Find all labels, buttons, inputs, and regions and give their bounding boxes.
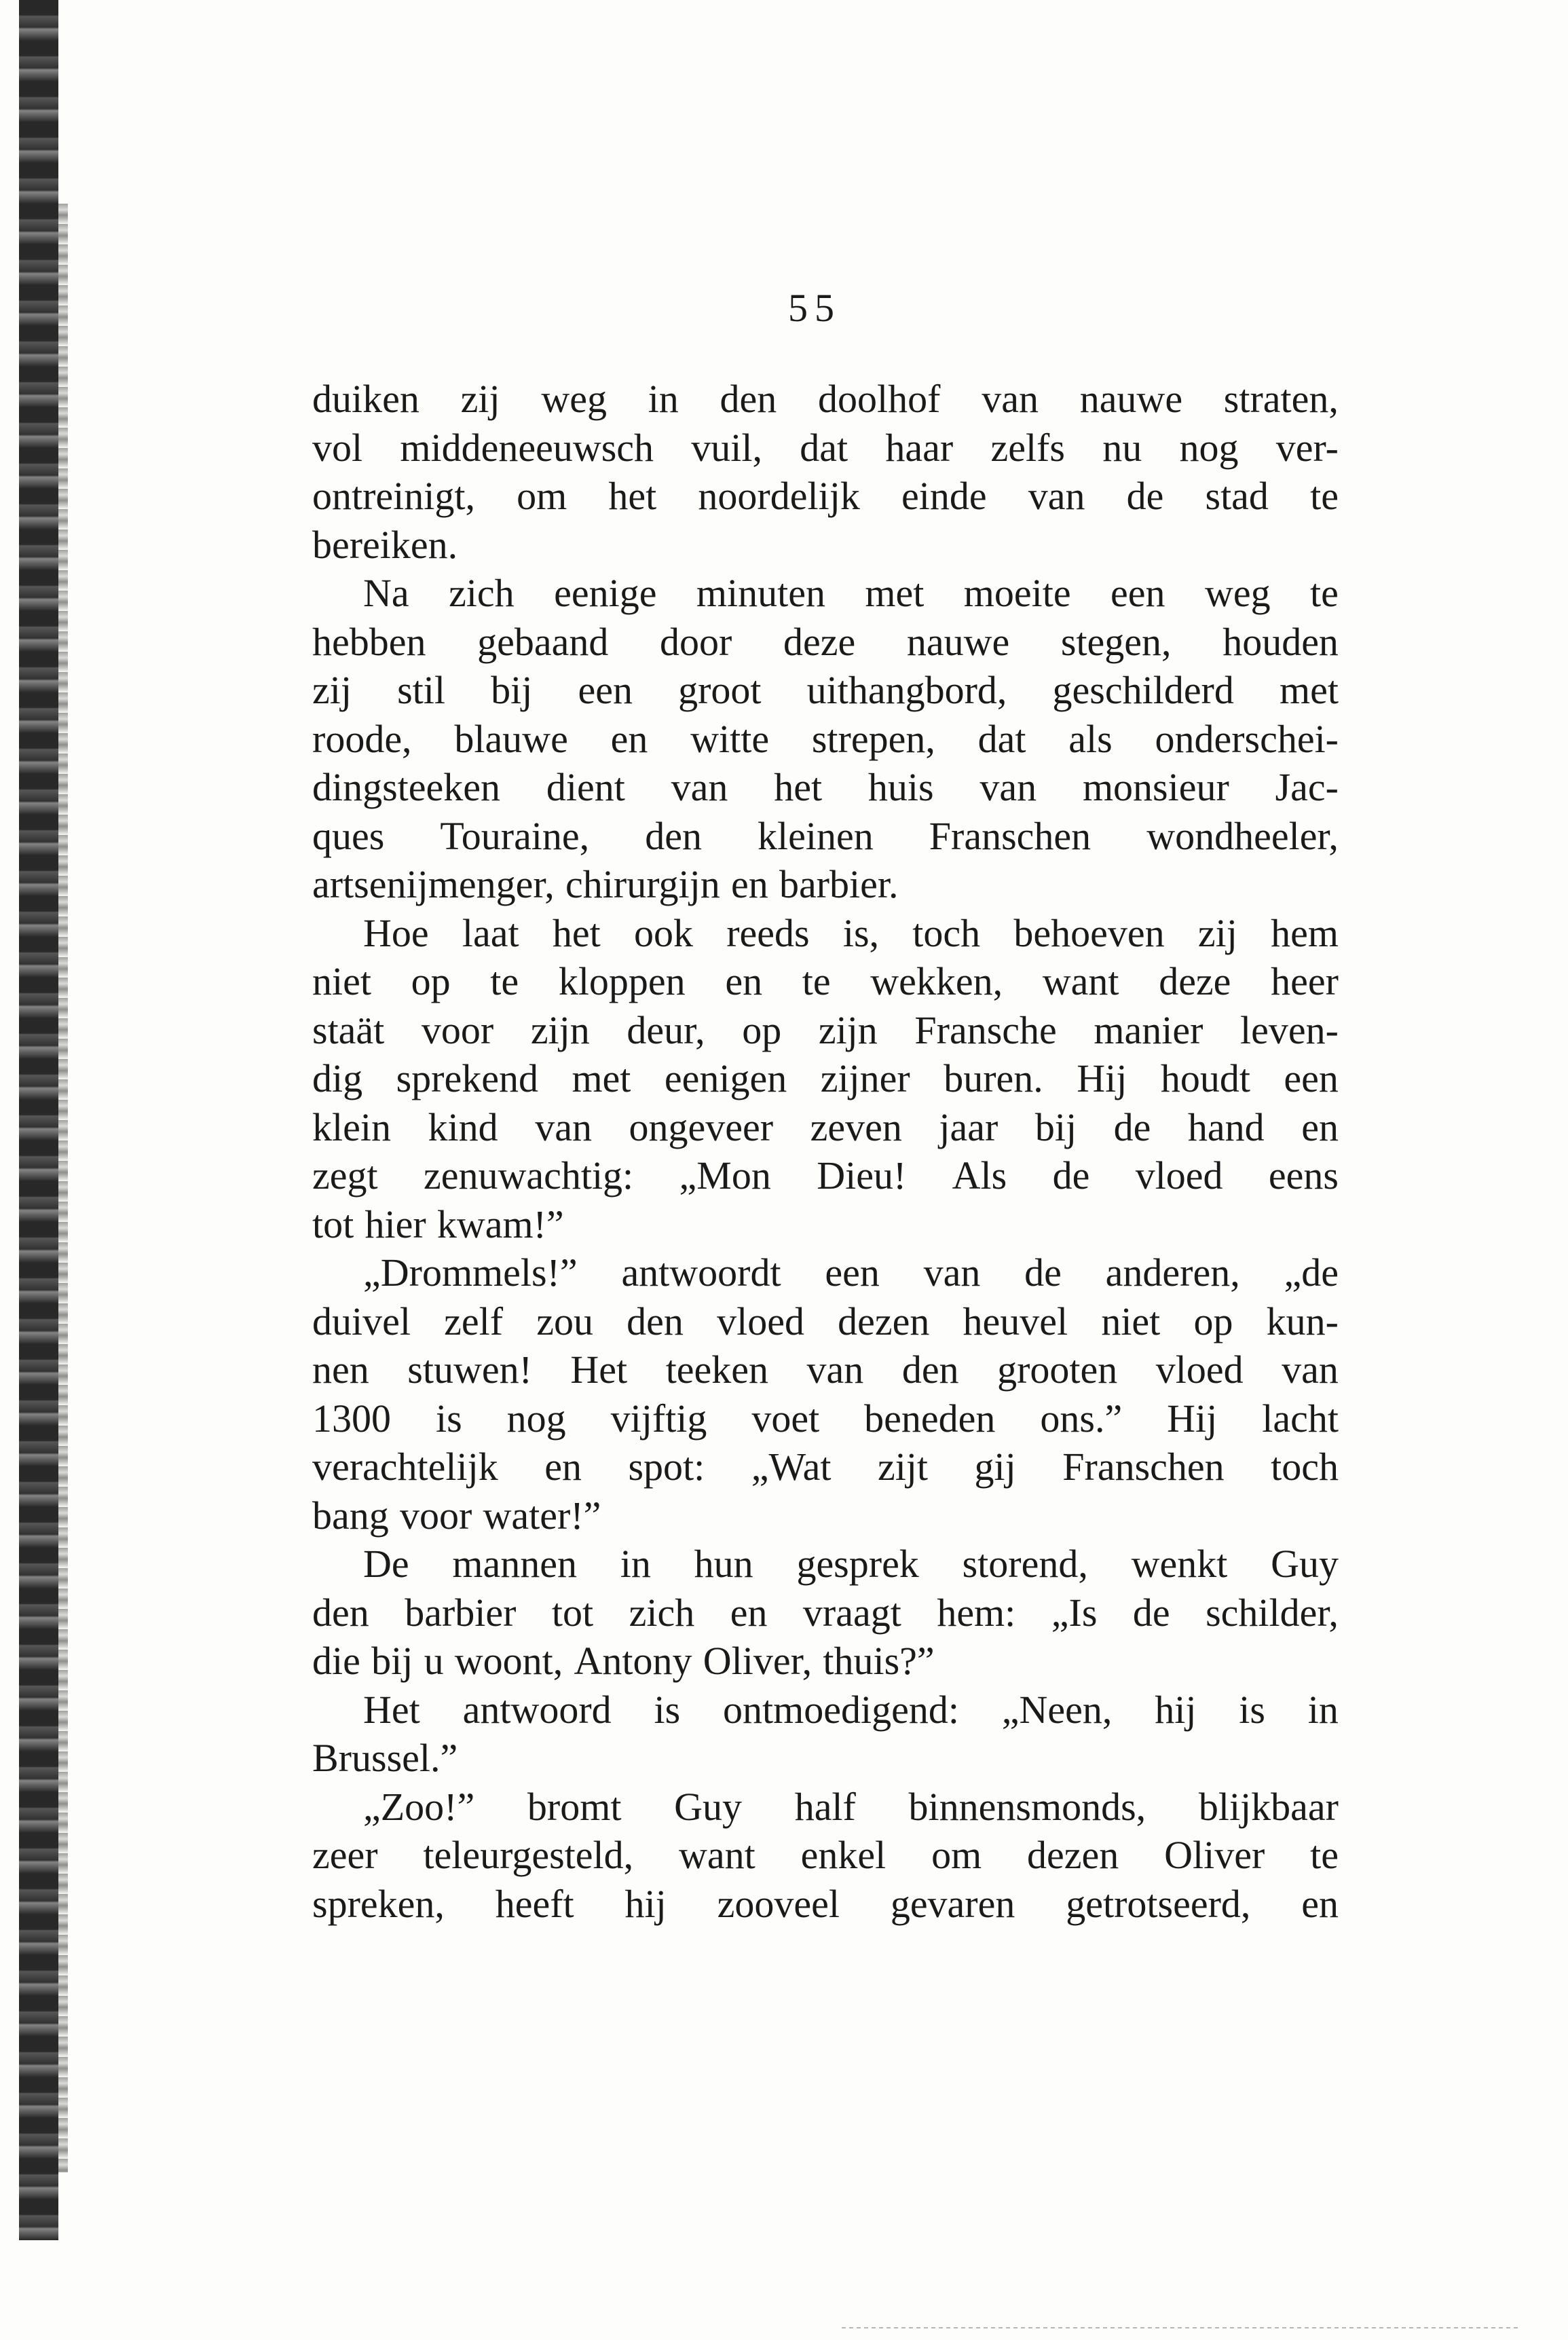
text-line: „Drommels!” antwoordt een van de anderen, „de xyxy=(363,1250,1339,1295)
page-number: 55 xyxy=(788,286,841,330)
text-line: staät voor zijn deur, op zijn Fransche manier leven- xyxy=(312,1007,1339,1052)
text-line: artsenijmenger, chirurgijn en barbier. xyxy=(312,862,899,906)
text-line: die bij u woont, Antony Oliver, thuis?” xyxy=(312,1639,935,1683)
text-line: den barbier tot zich en vraagt hem: „Is de schilder, xyxy=(312,1590,1339,1635)
text-line: zegt zenuwachtig: „Mon Dieu! Als de vloed eens xyxy=(312,1153,1339,1197)
text-line: zij stil bij een groot uithangbord, geschilderd met xyxy=(312,668,1339,712)
text-line: dingsteeken dient van het huis van monsieur Jac- xyxy=(312,765,1339,809)
text-line: klein kind van ongeveer zeven jaar bij de hand en xyxy=(312,1104,1339,1149)
text-line: Het antwoord is ontmoedigend: „Neen, hij is in xyxy=(363,1687,1339,1732)
text-line: „Zoo!” bromt Guy half binnensmonds, blijkbaar xyxy=(363,1784,1339,1829)
text-line: nen stuwen! Het teeken van den grooten vloed van xyxy=(312,1348,1339,1392)
text-line: spreken, heeft hij zooveel gevaren getrotseerd, en xyxy=(312,1881,1339,1926)
text-line: 1300 is nog vijftig voet beneden ons.” Hij lacht xyxy=(312,1396,1339,1441)
text-line: Na zich eenige minuten met moeite een weg te xyxy=(363,571,1339,615)
text-line: De mannen in hun gesprek storend, wenkt Guy xyxy=(363,1542,1339,1586)
text-line: ontreinigt, om het noordelijk einde van de stad te xyxy=(312,474,1339,518)
text-line: niet op te kloppen en te wekken, want deze heer xyxy=(312,959,1339,1003)
text-line: duiken zij weg in den doolhof van nauwe straten, xyxy=(312,377,1339,421)
body-text xyxy=(312,375,1339,1928)
text-line: duivel zelf zou den vloed dezen heuvel niet op kun- xyxy=(312,1299,1339,1343)
text-line: verachtelijk en spot: „Wat zijt gij Franschen toch xyxy=(312,1445,1339,1489)
text-line: ques Touraine, den kleinen Franschen wondheeler, xyxy=(312,813,1339,858)
text-line: Hoe laat het ook reeds is, toch behoeven zij hem xyxy=(363,910,1339,955)
binding-edge xyxy=(19,0,58,2240)
text-line: bereiken. xyxy=(312,522,458,567)
text-line: Brussel.” xyxy=(312,1736,458,1780)
text-line: zeer teleurgesteld, want enkel om dezen Oliver te xyxy=(312,1833,1339,1877)
text-line: hebben gebaand door deze nauwe stegen, houden xyxy=(312,619,1339,664)
scan-artifact-rule xyxy=(842,2327,1520,2328)
binding-shadow xyxy=(58,204,68,2172)
text-line: dig sprekend met eenigen zijner buren. Hij houdt een xyxy=(312,1056,1339,1100)
text-line: tot hier kwam!” xyxy=(312,1202,564,1246)
text-line: roode, blauwe en witte strepen, dat als onderschei- xyxy=(312,716,1339,761)
text-line: bang voor water!” xyxy=(312,1493,601,1538)
text-line: vol middeneeuwsch vuil, dat haar zelfs nu nog ver- xyxy=(312,425,1339,470)
